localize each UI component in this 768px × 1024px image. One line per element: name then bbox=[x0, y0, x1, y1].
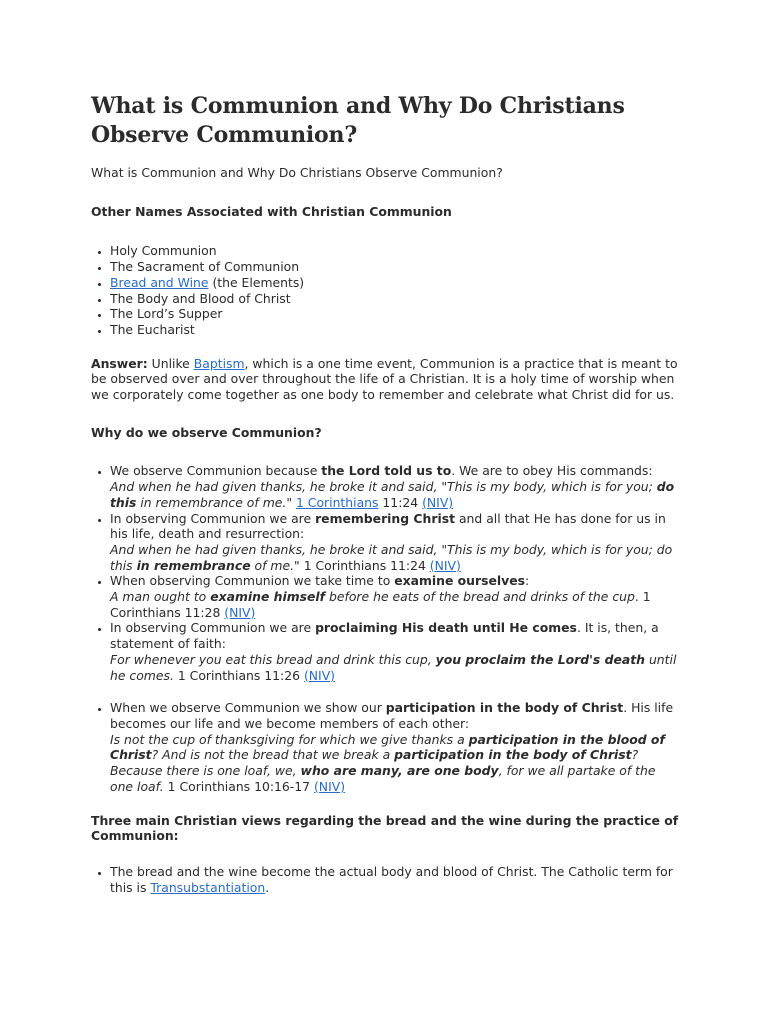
scripture-quote: And when he had given thanks, he broke it and said, "This is my body, which is for you; bbox=[110, 479, 657, 495]
other-names-heading: Other Names Associated with Christian Communion bbox=[91, 203, 452, 219]
scripture-emphasis: do this bbox=[110, 479, 675, 510]
reason-item bbox=[110, 620, 681, 683]
scripture-ref: . 1 Corinthians 11:28 bbox=[110, 589, 651, 620]
scripture-quote: of me." bbox=[250, 557, 300, 573]
reason-emphasis: participation in the body of Christ bbox=[385, 700, 624, 716]
scripture-emphasis: in remembrance bbox=[136, 557, 251, 573]
view-text: . bbox=[265, 879, 270, 895]
scripture-emphasis: participation in the blood of Christ bbox=[110, 731, 665, 763]
reason-item bbox=[110, 700, 681, 794]
answer-label: Answer: bbox=[91, 355, 148, 371]
scripture-ref: 1 Corinthians 11:26 bbox=[173, 667, 304, 683]
scripture-quote: And when he had given thanks, he broke it and said, "This is my body, which is for you; do this bbox=[110, 541, 673, 573]
reasons-list bbox=[91, 463, 681, 794]
niv-link[interactable]: (NIV) bbox=[224, 604, 256, 620]
article-content bbox=[91, 92, 681, 895]
scripture-quote: ? Because there is one loaf, we, bbox=[110, 747, 639, 779]
reason-text: : bbox=[525, 573, 530, 589]
list-item: • The Sacrament of Communion bbox=[110, 259, 681, 275]
other-names-list bbox=[91, 243, 681, 337]
views-heading: Three main Christian views regarding the bread and the wine during the practice of Communion: bbox=[91, 812, 679, 844]
scripture-quote: in remembrance of me." bbox=[136, 494, 293, 510]
reason-text: When observing Communion we take time to bbox=[110, 573, 395, 589]
subtitle: What is Communion and Why Do Christians Observe Communion? bbox=[91, 165, 503, 180]
scripture-quote: For whenever you eat this bread and drink this cup, bbox=[110, 651, 436, 667]
list-item bbox=[110, 275, 681, 291]
answer-text: , which is a one time event, Communion is a practice that is meant to be observed over and over throughout the life of a Christian. It is a holy time of worship when we corporately come together as one body to remember and celebrate what Christ did for us. bbox=[91, 355, 678, 403]
reason-text: In observing Communion we are bbox=[110, 510, 316, 526]
scripture-emphasis: examine himself bbox=[210, 589, 326, 605]
list-item-text: (the Elements) bbox=[208, 274, 305, 290]
page-title: What is Communion and Why Do Christians Observe Communion? bbox=[91, 93, 625, 148]
scripture-emphasis: who are many, are one body bbox=[300, 763, 499, 779]
scripture-emphasis: you proclaim the Lord's death bbox=[435, 651, 645, 667]
scripture-quote: A man ought to bbox=[110, 589, 211, 605]
scripture-emphasis: participation in the body of Christ bbox=[394, 747, 632, 763]
reason-item bbox=[110, 511, 681, 574]
why-heading: Why do we observe Communion? bbox=[91, 424, 322, 440]
scripture-quote: , for we all partake of the one loaf. bbox=[110, 763, 656, 794]
niv-link[interactable]: (NIV) bbox=[303, 667, 336, 683]
scripture-quote: before he eats of the bread and drinks of the cup bbox=[325, 589, 635, 605]
answer-text: Unlike bbox=[147, 355, 194, 371]
reason-item bbox=[110, 463, 681, 510]
scripture-ref: 1 Corinthians 10:16-17 bbox=[163, 778, 314, 794]
scripture-ref: 11:24 bbox=[378, 494, 423, 510]
corinthians-link[interactable]: 1 Corinthians bbox=[295, 494, 379, 510]
baptism-link[interactable]: Baptism bbox=[193, 355, 245, 371]
reason-text: . We are to obey His commands: bbox=[451, 463, 653, 479]
niv-link[interactable]: (NIV) bbox=[422, 494, 454, 510]
transubstantiation-link[interactable]: Transubstantiation bbox=[150, 879, 266, 895]
scripture-ref: 1 Corinthians 11:24 bbox=[299, 557, 430, 573]
reason-emphasis: proclaiming His death until He comes bbox=[315, 620, 577, 636]
reason-emphasis: examine ourselves bbox=[394, 573, 525, 589]
view-item bbox=[110, 864, 681, 895]
niv-link[interactable]: (NIV) bbox=[313, 778, 346, 794]
view-text: The bread and the wine become the actual body and blood of Christ. The Catholic term for this is bbox=[110, 863, 673, 895]
reason-emphasis: the Lord told us to bbox=[321, 463, 452, 479]
reason-text: When we observe Communion we show our bbox=[110, 700, 386, 716]
niv-link[interactable]: (NIV) bbox=[429, 557, 461, 573]
reason-emphasis: remembering Christ bbox=[315, 510, 456, 526]
list-item: • The Lord’s Supper bbox=[110, 306, 681, 322]
bread-and-wine-link[interactable]: Bread and Wine bbox=[110, 274, 209, 290]
list-item: • The Body and Blood of Christ bbox=[110, 291, 681, 307]
answer-paragraph bbox=[91, 356, 681, 403]
reason-text: . It is, then, a statement of faith: bbox=[110, 620, 659, 652]
scripture-quote: until he comes. bbox=[110, 651, 677, 683]
reason-text: . His life becomes our life and we become members of each other: bbox=[110, 700, 674, 731]
reason-text: and all that He has done for us in his life, death and resurrection: bbox=[110, 510, 666, 542]
reason-text: We observe Communion because bbox=[110, 463, 322, 479]
list-item: • The Eucharist bbox=[110, 322, 681, 338]
views-list bbox=[91, 864, 681, 895]
reason-text: In observing Communion we are bbox=[110, 620, 316, 636]
scripture-quote: Is not the cup of thanksgiving for which we give thanks a bbox=[110, 731, 469, 747]
scripture-quote: ? And is not the bread that we break a bbox=[151, 747, 395, 763]
list-item: • Holy Communion bbox=[110, 243, 681, 259]
reason-item bbox=[110, 573, 681, 620]
